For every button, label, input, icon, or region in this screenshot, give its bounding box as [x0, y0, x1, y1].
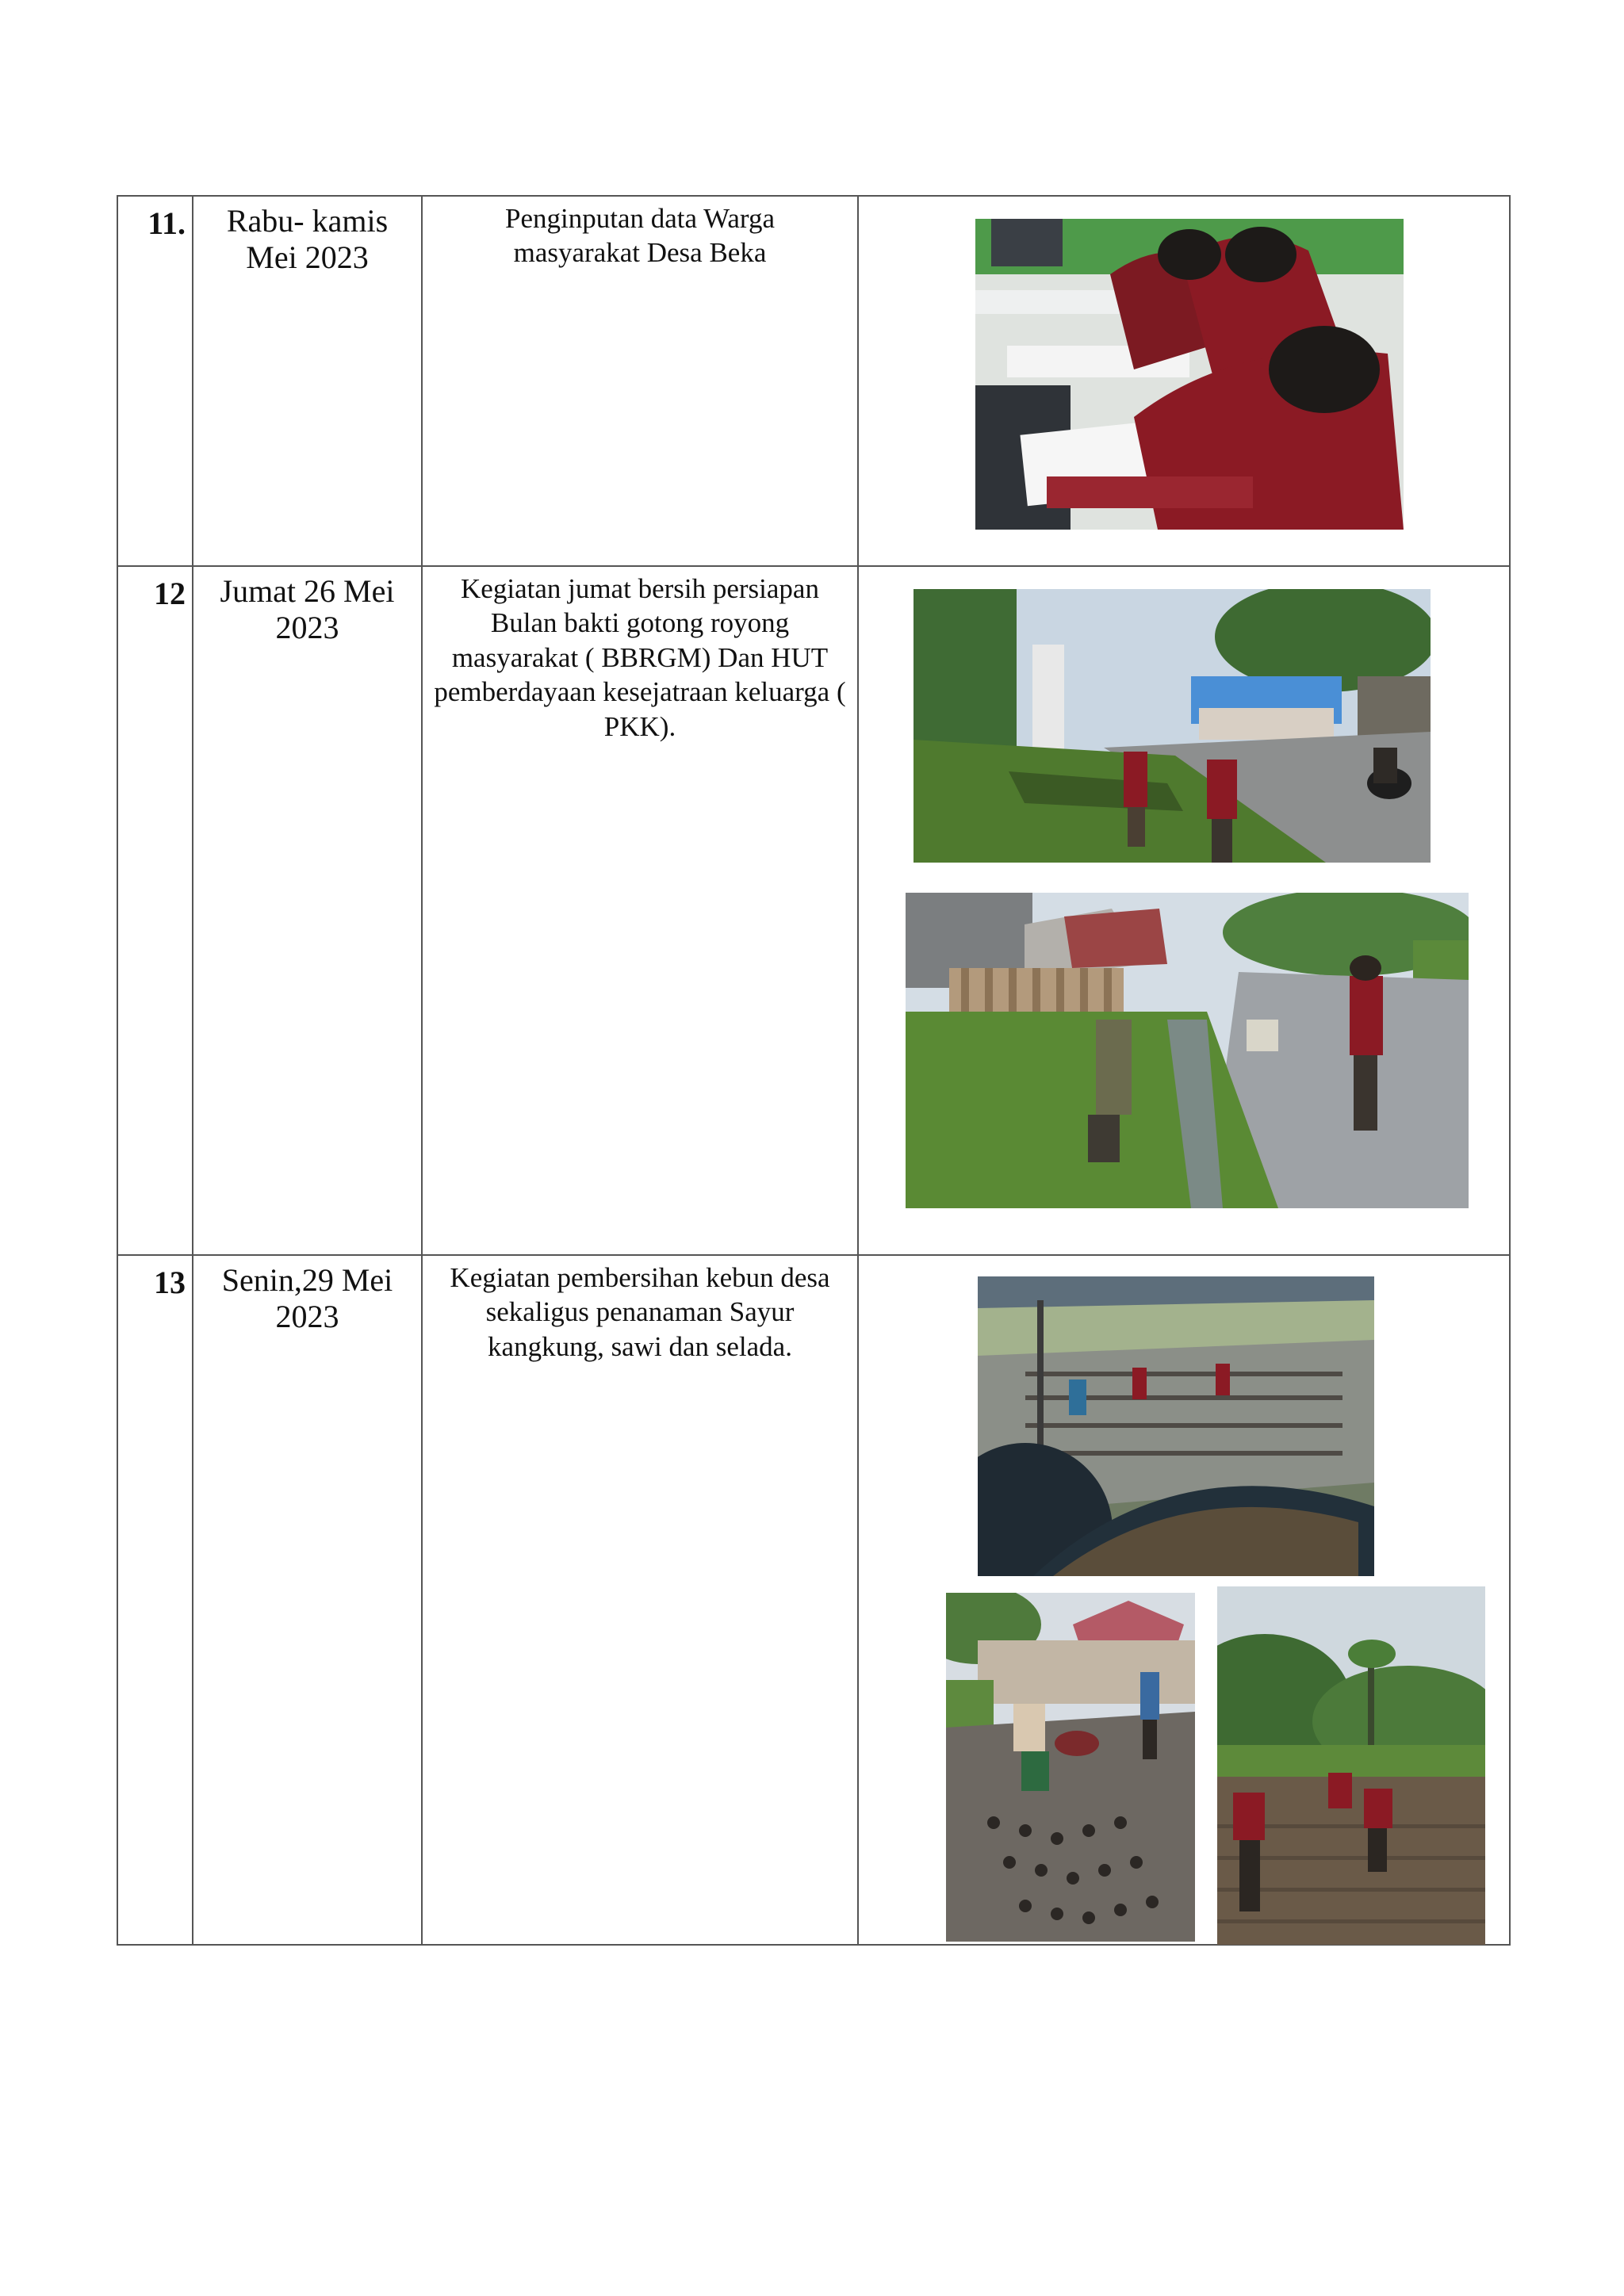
row-description: Kegiatan jumat bersih persiapan Bulan bakti gotong royong masyarakat ( BBRGM) Dan HUT pemberdayaan kesejatraan keluarga ( PKK). [434, 573, 846, 742]
table-row [117, 1255, 1510, 1945]
activity-table [117, 195, 1511, 1946]
date-cell [193, 196, 422, 566]
row-date: Rabu- kamis Mei 2023 [226, 203, 389, 275]
table-row [117, 566, 1510, 1255]
row-number-cell [117, 196, 193, 566]
photo-planting-2 [1217, 1586, 1485, 1945]
date-cell [193, 566, 422, 1255]
row-date: Senin,29 Mei 2023 [221, 1262, 393, 1334]
row-date: Jumat 26 Mei 2023 [220, 573, 395, 645]
documentation-cell [858, 566, 1510, 1255]
photo-data-entry [975, 219, 1404, 530]
row-description: Kegiatan pembersihan kebun desa sekaligus penanaman Sayur kangkung, sawi dan selada. [450, 1262, 830, 1362]
description-cell [422, 566, 858, 1255]
row-number: 13 [154, 1265, 186, 1300]
photo-road-cleanup-2 [906, 893, 1469, 1208]
date-cell [193, 1255, 422, 1945]
table-row [117, 196, 1510, 566]
photo-garden-cleanup [978, 1276, 1374, 1576]
photo-road-cleanup-1 [914, 589, 1431, 863]
row-description: Penginputan data Warga masyarakat Desa Beka [505, 203, 775, 269]
description-cell [422, 196, 858, 566]
documentation-cell [858, 196, 1510, 566]
row-number: 11. [147, 205, 186, 241]
photo-planting-1 [946, 1593, 1195, 1942]
documentation-cell [858, 1255, 1510, 1945]
row-number: 12 [154, 576, 186, 611]
row-number-cell [117, 566, 193, 1255]
row-number-cell [117, 1255, 193, 1945]
description-cell [422, 1255, 858, 1945]
